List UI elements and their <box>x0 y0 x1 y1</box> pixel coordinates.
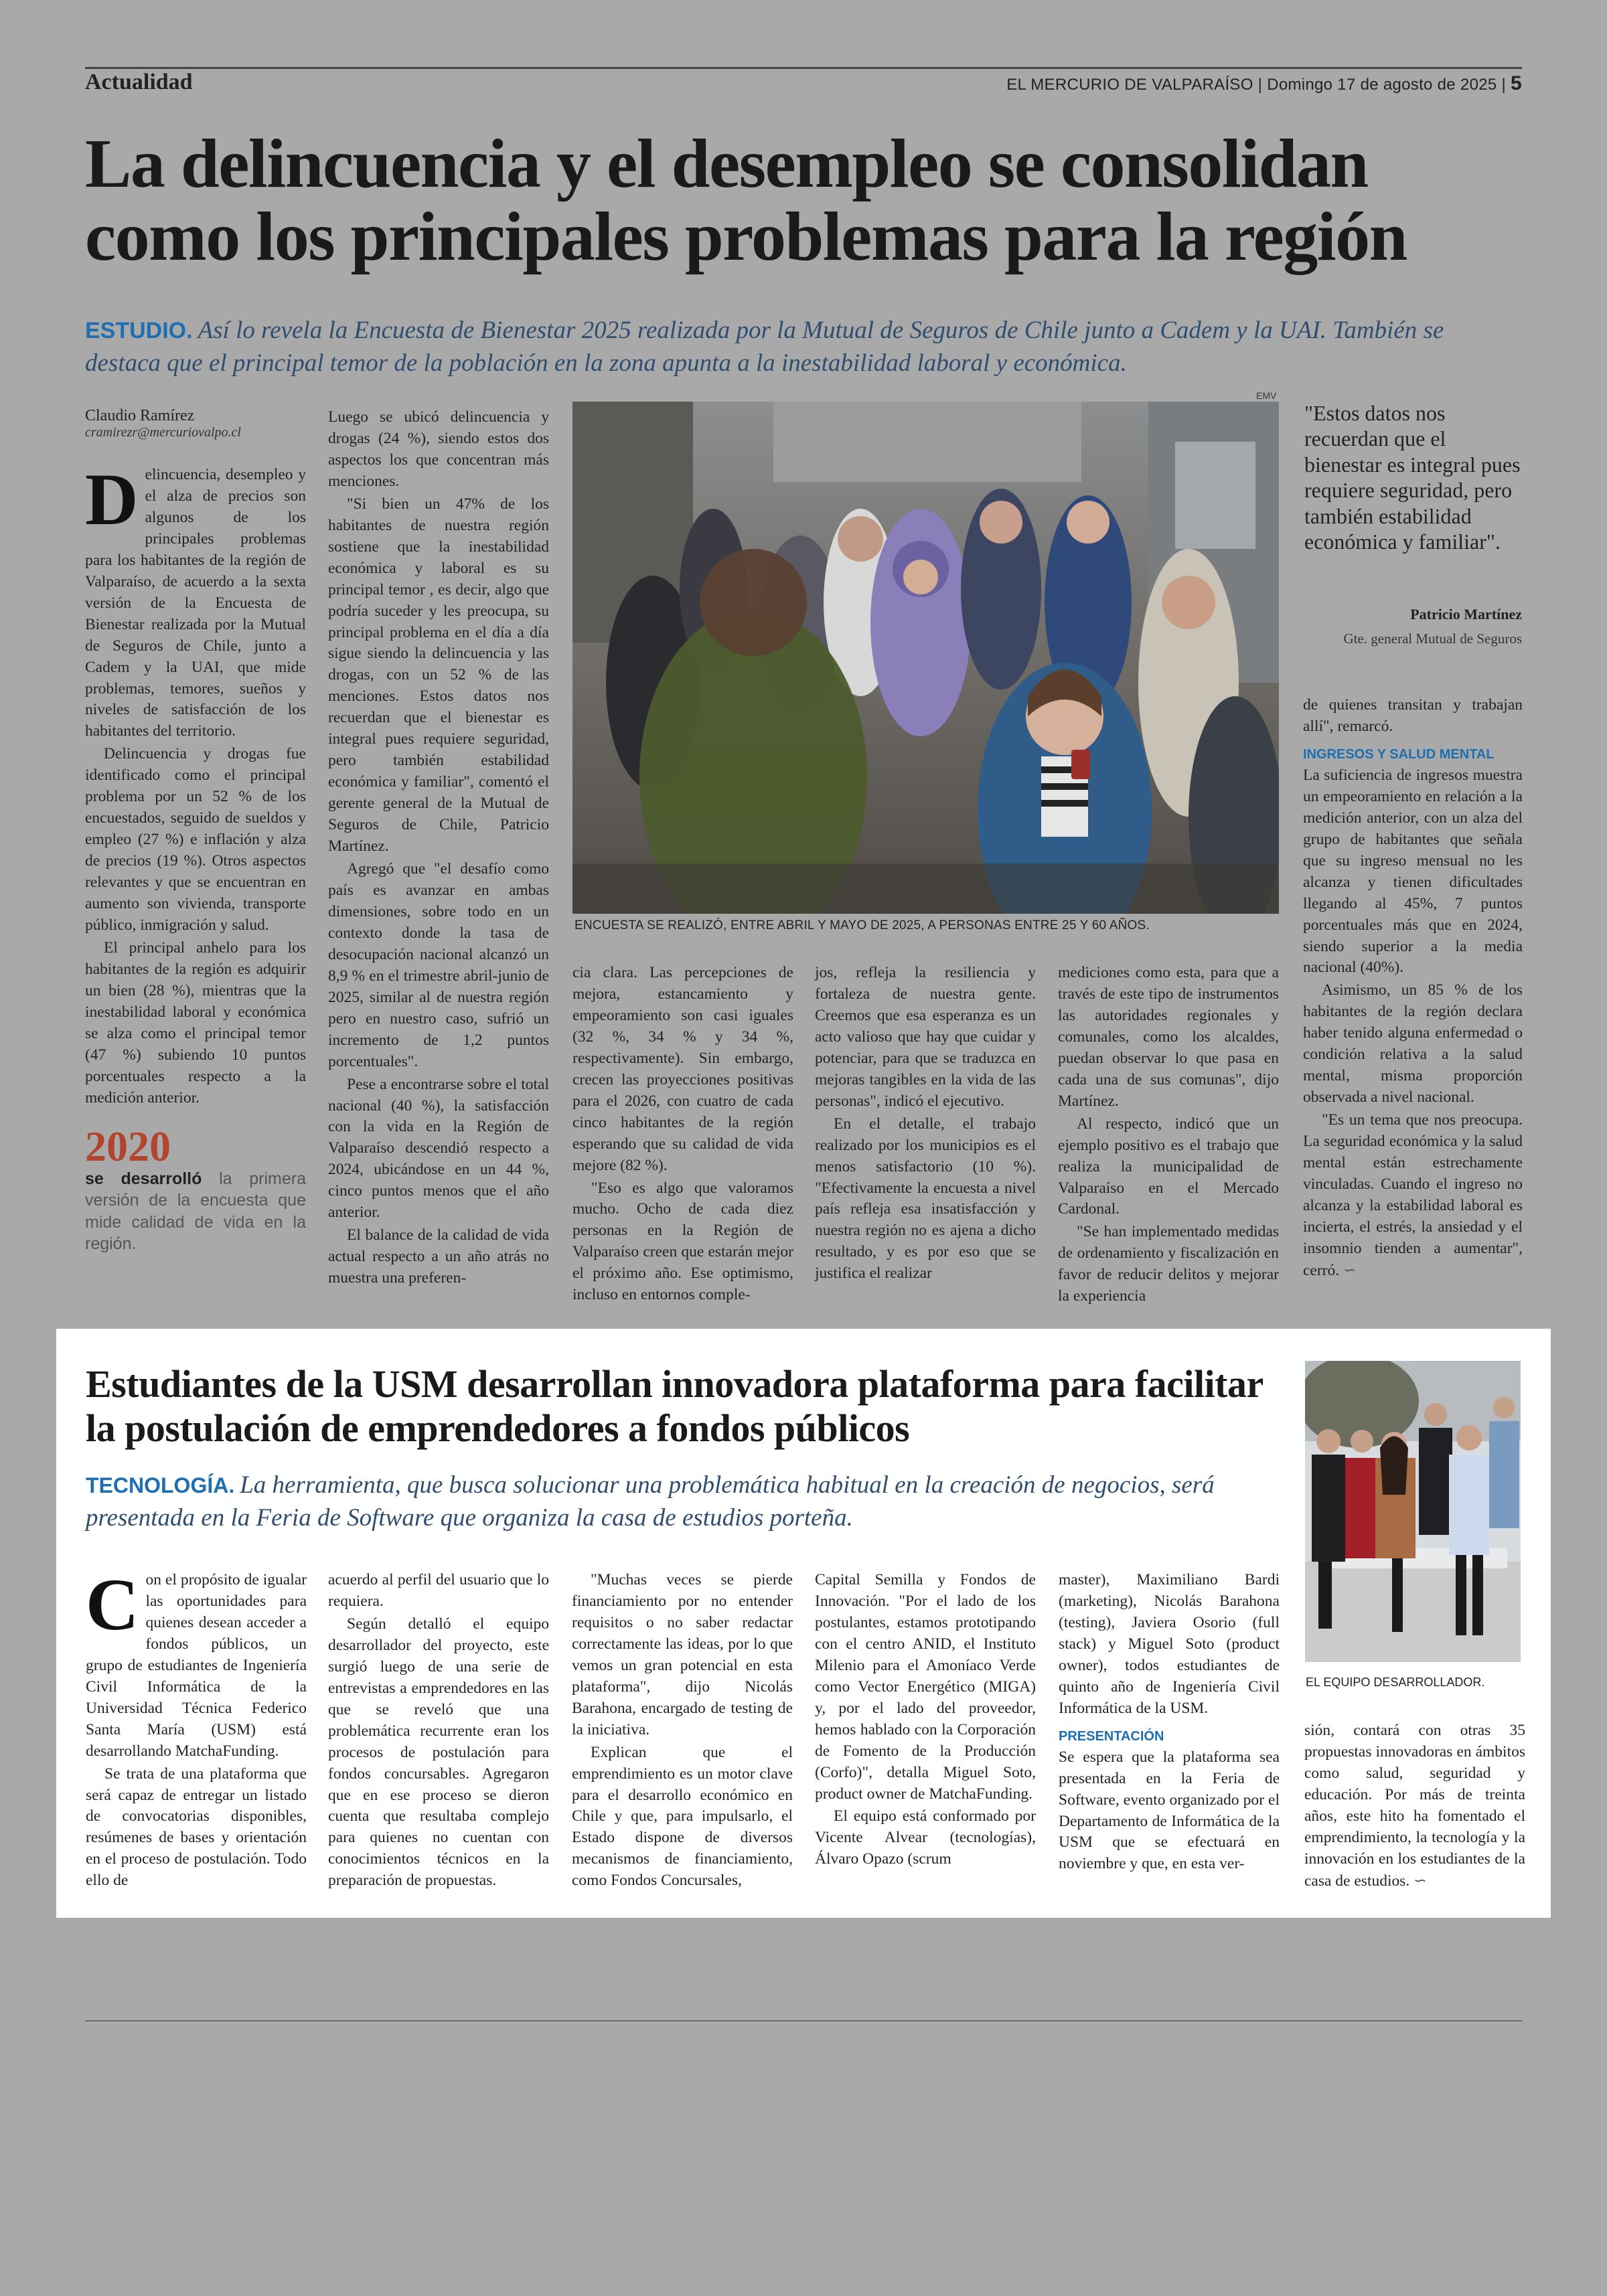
pull-quote-role: Gte. general Mutual de Seguros <box>1343 631 1522 647</box>
photo-caption: ENCUESTA SE REALIZÓ, ENTRE ABRIL Y MAYO DE 2025, A PERSONAS ENTRE 25 Y 60 AÑOS. <box>575 918 1150 932</box>
photo-illustration <box>572 402 1279 914</box>
main-headline: La delincuencia y el desempleo se consolidan como los principales problemas para la región <box>85 125 1407 276</box>
second-column-4 <box>815 1570 1036 1872</box>
section-subhead: INGRESOS Y SALUD MENTAL <box>1303 746 1495 762</box>
second-column-2 <box>328 1570 549 1893</box>
paragraph: Delincuencia y drogas fue identificado como el principal problema por un 52 % de los encuestados, seguido de sueldos y empleo (27 %) e inflación y alza de precios (19 %). Otros aspectos relevantes y que se encuentran en aumento son vivienda, transporte público, inmigración y salud. <box>85 745 306 934</box>
newspaper-name: EL MERCURIO DE VALPARAÍSO <box>1006 76 1253 94</box>
paragraph: "Es un tema que nos preocupa. La seguridad económica y la salud mental están estrechamente vinculadas. Cuando el ingreso no alcanza y la estabilidad laboral es incierta, el estrés, la ansiedad y el insomnio tienden a aumentar", cerró. ∽ <box>1303 1111 1523 1279</box>
paragraph: cia clara. Las percepciones de mejora, estancamiento y empeoramiento son casi iguales (32 %, 34 % y 34 %, respectivamente). Sin embargo, crecen las proyecciones positivas para el 2026, con cuatro de cada cinco habitantes de la región esperando que su calidad de vida mejore (82 %). <box>572 964 793 1174</box>
team-photo <box>1305 1361 1521 1662</box>
second-column-6 <box>1304 1720 1525 1894</box>
paragraph: Luego se ubicó delincuencia y drogas (24 %), siendo estos dos aspectos los que concentran más menciones. <box>328 408 549 490</box>
paragraph: Pese a encontrarse sobre el total nacional (40 %), la satisfacción con la vida en la Región de Valparaíso descendió respecto a 2024, ubicándose en un 44 %, cinco puntos menos que el año anterior. <box>328 1075 549 1222</box>
header-rule <box>85 67 1522 69</box>
paragraph: El equipo está conformado por Vicente Alvear (tecnologías), Álvaro Opazo (scrum <box>815 1807 1036 1868</box>
paragraph: Capital Semilla y Fondos de Innovación. "Por el lado de los postulantes, estamos prototipando con el centro ANID, el Instituto Milenio para el Amoníaco Verde como Vector Energético (MIGA) y, por el lado del proveedor, hemos hablado con la Corporación de Fomento de la Producción (Corfo)", detalla Miguel Soto, product owner de MatchaFunding. <box>815 1571 1036 1803</box>
second-column-1 <box>86 1564 307 1893</box>
team-photo-caption: EL EQUIPO DESARROLLADOR. <box>1306 1675 1485 1689</box>
street-crowd-photo <box>572 402 1279 914</box>
article-column-1 <box>85 407 306 1255</box>
article-column-4 <box>815 963 1036 1286</box>
paragraph: El principal anhelo para los habitantes de la región es adquirir un bien (28 %), mientras que la inestabilidad laboral y económica se alza como el principal temor (47 %) subiendo 10 puntos porcentuales respecto a la medición anterior. <box>85 938 306 1106</box>
paragraph: Se espera que la plataforma sea presentada en la Feria de Software, evento organizado por el Departamento de Informática de la USM que se efectuará en noviembre y que, en esta ver- <box>1059 1748 1280 1873</box>
paragraph: El balance de la calidad de vida actual respecto a un año atrás no muestra una preferen- <box>328 1226 549 1287</box>
second-column-3 <box>572 1570 793 1893</box>
page-number: 5 <box>1511 72 1522 94</box>
second-article <box>56 1329 1551 1918</box>
paragraph: de quienes transitan y trabajan allí", remarcó. <box>1303 696 1523 735</box>
second-deck <box>86 1469 1284 1535</box>
second-headline: Estudiantes de la USM desarrollan innovadora plataforma para facilitar la postulación de emprendedores a fondos públicos <box>86 1362 1263 1451</box>
pull-quote-name: Patricio Martínez <box>1410 606 1522 623</box>
paragraph: "Muchas veces se pierde financiamiento por no entender requisitos o no saber redactar correctamente las ideas, por lo que vemos un gran potencial en esta plataforma", dijo Nicolás Barahona, encargado de testing de la iniciativa. <box>572 1571 793 1738</box>
paragraph: Delincuencia, desempleo y el alza de precios son algunos de los principales problemas para los habitantes de la región de Valparaíso, de acuerdo a la sexta versión de la Encuesta de Bienestar realizada por la Mutual de Seguros de Chile, junto a Cadem y la UAI, que mide problemas, temores, sueños y niveles de satisfacción de los habitantes del territorio. <box>85 459 306 740</box>
end-mark: ∽ <box>1343 1260 1357 1279</box>
issue-date: Domingo 17 de agosto de 2025 <box>1267 76 1497 94</box>
paragraph: acuerdo al perfil del usuario que lo requiera. <box>328 1571 549 1610</box>
article-column-5 <box>1058 963 1279 1309</box>
paragraph: En el detalle, el trabajo realizado por los municipios es el menos satisfactorio (10 %). "Efectivamente la encuesta a nivel país refleja esa insatisfacción y nuestra región no es ajena a dicho resultado, y es por eso que se justifica el realizar <box>815 1115 1036 1283</box>
paragraph: Con el propósito de igualar las oportunidades para quienes desean acceder a fondos públicos, un grupo de estudiantes de Ingeniería Civil Informática de la Universidad Técnica Federico Santa María (USM) está desarrollando MatchaFunding. <box>86 1564 307 1760</box>
article-column-2 <box>328 407 549 1291</box>
second-kicker: TECNOLOGÍA. <box>86 1473 235 1497</box>
article-column-3 <box>572 963 793 1307</box>
photo-credit: EMV <box>1256 390 1277 401</box>
pull-quote: "Estos datos nos recuerdan que el bienestar es integral pues requiere seguridad, pero también estabilidad económica y familiar". <box>1304 401 1521 554</box>
second-column-5 <box>1059 1570 1280 1876</box>
page-bottom-rule <box>85 2020 1522 2022</box>
paragraph: "Si bien un 47% de los habitantes de nuestra región sostiene que la inestabilidad económica y laboral es su principal temor , es decir, algo que podría suceder y les preocupa, su principal problema en el día a día sigue siendo la delincuencia y las drogas, con un 52 % de las menciones. Estos datos nos recuerdan que el bienestar es integral pues requiere seguridad, pero también estabilidad económica y familiar", comentó el gerente general de la Mutual de Seguros de Chile, Patricio Martínez. <box>328 495 549 855</box>
second-deck-text: La herramienta, que busca solucionar una problemática habitual en la creación de negocios, será presentada en la Feria de Software que organiza la casa de estudios porteña. <box>86 1471 1215 1532</box>
paragraph: Al respecto, indicó que un ejemplo positivo es el trabajo que realiza la municipalidad de Valparaíso en el Mercado Cardonal. <box>1058 1115 1279 1218</box>
team-illustration <box>1305 1361 1521 1662</box>
paragraph: Explican que el emprendimiento es un motor clave para el desarrollo económico en Chile y que, para impulsarlo, el Estado dispone de diversos mecanismos de financiamiento, como Fondos Concursales, <box>572 1743 793 1890</box>
paragraph: Asimismo, un 85 % de los habitantes de la región declara haber tenido alguna enfermedad o condición relativa a la salud mental, misma proporción observada a nivel nacional. <box>1303 981 1523 1106</box>
stat-caption: se desarrolló la primera versión de la encuesta que mide calidad de vida en la región. <box>85 1169 306 1254</box>
paragraph: Según detalló el equipo desarrollador del proyecto, este surgió luego de una serie de entrevistas a emprendedores en las que se reveló que una problemática recurrente eran los procesos de postulación para fondos concursables. Agregaron que en ese proceso se dieron cuenta que resultaba complejo para quienes no cuentan con conocimientos técnicos en la preparación de propuestas. <box>328 1615 549 1890</box>
paragraph: Agregó que "el desafío como país es avanzar en ambas dimensiones, sobre todo en un contexto donde la tasa de desocupación nacional alcanzó un 8,9 % en el trimestre abril-junio de 2025, similar al de nuestra región pero en nuestro caso, sufrió un incremento de 1,2 puntos porcentuales". <box>328 860 549 1070</box>
drop-cap: D <box>85 459 139 540</box>
section-label: Actualidad <box>85 70 193 94</box>
paragraph: "Eso es algo que valoramos mucho. Ocho de cada diez personas en la Región de Valparaíso creen que estarán mejor el próximo año. Ese optimismo, incluso en entornos comple- <box>572 1179 793 1304</box>
byline-email: cramirezr@mercuriovalpo.cl <box>85 425 241 440</box>
paragraph: Se trata de una plataforma que será capaz de entregar un listado de convocatorias disponibles, resúmenes de bases y orientación en el proceso de postulación. Todo ello de <box>86 1765 307 1890</box>
masthead: EL MERCURIO DE VALPARAÍSO | Domingo 17 de agosto de 2025 | 5 <box>1006 72 1522 94</box>
byline-name: Claudio Ramírez <box>85 407 195 424</box>
paragraph: "Se han implementado medidas de ordenamiento y fiscalización en favor de reducir delitos y mejorar la experiencia <box>1058 1223 1279 1305</box>
paragraph: La suficiencia de ingresos muestra un empeoramiento en relación a la medición anterior, con un alza del grupo de habitantes que señala que su ingreso mensual no les alcanza y tienen dificultades llegando al 45%, 7 puntos porcentuales más que en 2024, siendo superior a la media nacional (40%). <box>1303 766 1523 977</box>
stat-number: 2020 <box>85 1122 171 1170</box>
paragraph: mediciones como esta, para que a través de este tipo de instrumentos las autoridades regionales y comunales, como los alcaldes, puedan observar lo que pasa en cada una de sus comunas", dijo Martínez. <box>1058 964 1279 1110</box>
main-kicker: ESTUDIO. <box>85 318 193 343</box>
end-mark: ∽ <box>1413 1870 1427 1890</box>
section-subhead: PRESENTACIÓN <box>1059 1728 1164 1744</box>
drop-cap: C <box>86 1564 139 1645</box>
main-deck <box>85 315 1522 380</box>
paragraph: master), Maximiliano Bardi (marketing), Nicolás Barahona (testing), Javiera Osorio (full stack) y Miguel Soto (product owner), todos estudiantes de quinto año de Ingeniería Civil Informática de la USM. <box>1059 1571 1280 1717</box>
main-deck-text: Así lo revela la Encuesta de Bienestar 2025 realizada por la Mutual de Seguros de Chile junto a Cadem y la UAI. También se destaca que el principal temor de la población en la zona apunta a la inestabilidad laboral y económica. <box>85 317 1444 377</box>
article-column-6 <box>1303 695 1523 1283</box>
paragraph: jos, refleja la resiliencia y fortaleza de nuestra gente. Creemos que esa esperanza es un acto valioso que hay que cuidar y potenciar, para que se traduzca en mejoras tangibles en la vida de las personas", indicó el ejecutivo. <box>815 964 1036 1110</box>
paragraph: sión, contará con otras 35 propuestas innovadoras en ámbitos como salud, seguridad y educación. Por más de treinta años, este hito ha fomentado el emprendimiento, la tecnología y la innovación en los estudiantes de la casa de estudios. ∽ <box>1304 1722 1525 1890</box>
